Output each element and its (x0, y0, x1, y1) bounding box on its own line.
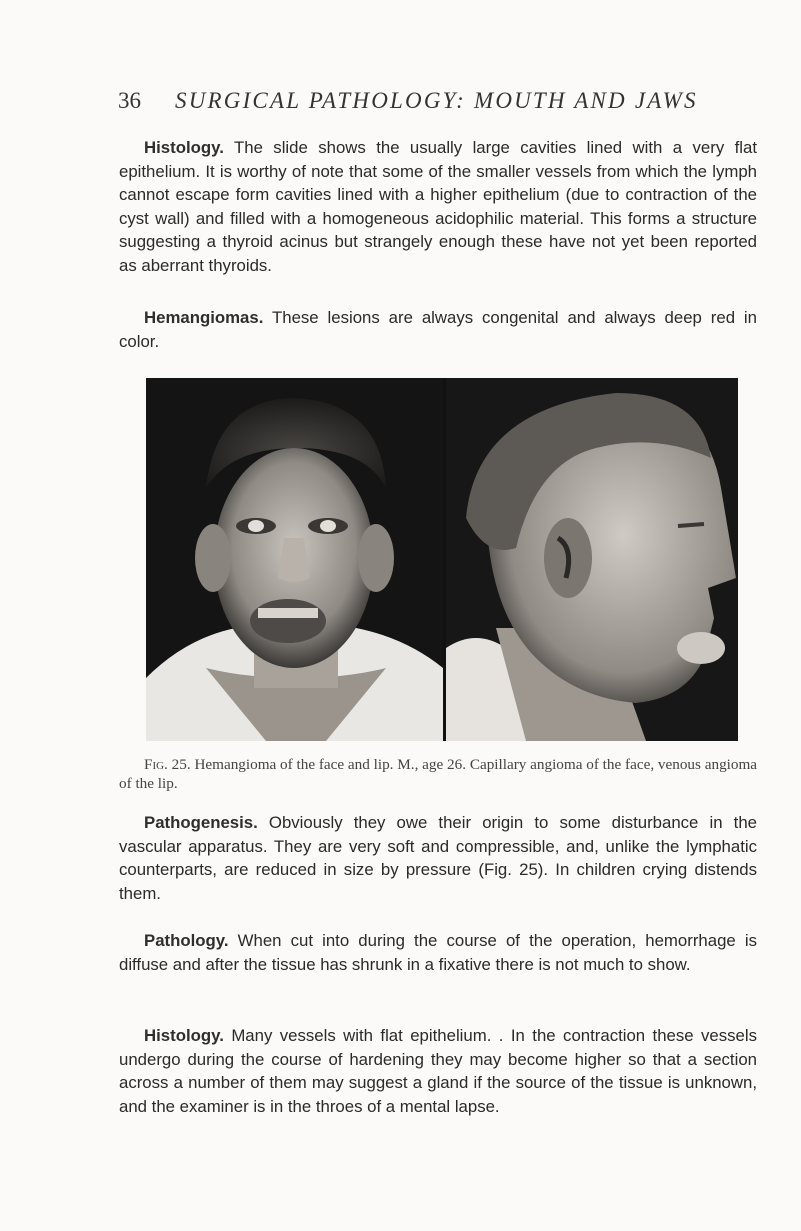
paragraph-text: The slide shows the usually large cavities lined with a very flat epithelium. It is worthy of note that some of the smaller vessels from which the lymph cannot escape form cavities lined with a higher epithelium (due to contraction of the cyst wall) and filled with a homogeneous acidophilic material. This forms a structure suggesting a thyroid acinus but strangely enough these have not yet been reported as aberrant thyroids. (119, 138, 758, 275)
section-heading: Histology. (144, 138, 224, 157)
section-heading: Pathology. (144, 931, 229, 950)
figure-caption-text: Hemangioma of the face and lip. M., age 26. Capillary angioma of the face, venous angioma of the lip. (119, 756, 758, 792)
running-header (118, 88, 738, 122)
figure-photograph (146, 378, 738, 741)
paragraph-hemangiomas (119, 306, 757, 353)
paragraph-text: Obviously they owe their origin to some disturbance in the vascular apparatus. They are very soft and compressible, and, unlike the lymphatic counterparts, are reduced in size by pressure (Fig. 25). In children crying distends them. (119, 813, 757, 903)
paragraph-pathogenesis (119, 811, 757, 905)
paragraph-histology-lymphangioma (119, 136, 757, 278)
photo-profile-view (446, 378, 738, 741)
figure-caption (119, 756, 759, 793)
photo-frontal-view (146, 378, 443, 741)
paragraph-pathology (119, 929, 757, 976)
paragraph-text: Many vessels with flat epithelium. . In the contraction these vessels undergo during the course of hardening they may become higher so that a section across a number of them may suggest a gland if the source of the tissue is unknown, and the examiner is in the throes of a mental lapse. (119, 1026, 757, 1116)
section-heading: Hemangiomas. (144, 308, 264, 327)
paragraph-text: These lesions are always congenital and always deep red in color. (119, 308, 757, 351)
paragraph-text: When cut into during the course of the operation, hemorrhage is diffuse and after the tissue has shrunk in a fixative there is not much to show. (119, 931, 757, 974)
page-number: 36 (118, 88, 141, 113)
paragraph-histology-hemangioma (119, 1024, 757, 1118)
section-heading: Histology. (144, 1026, 224, 1045)
figure-label: Fig. 25. (144, 756, 191, 773)
running-title: SURGICAL PATHOLOGY: MOUTH AND JAWS (175, 88, 698, 113)
section-heading: Pathogenesis. (144, 813, 258, 832)
